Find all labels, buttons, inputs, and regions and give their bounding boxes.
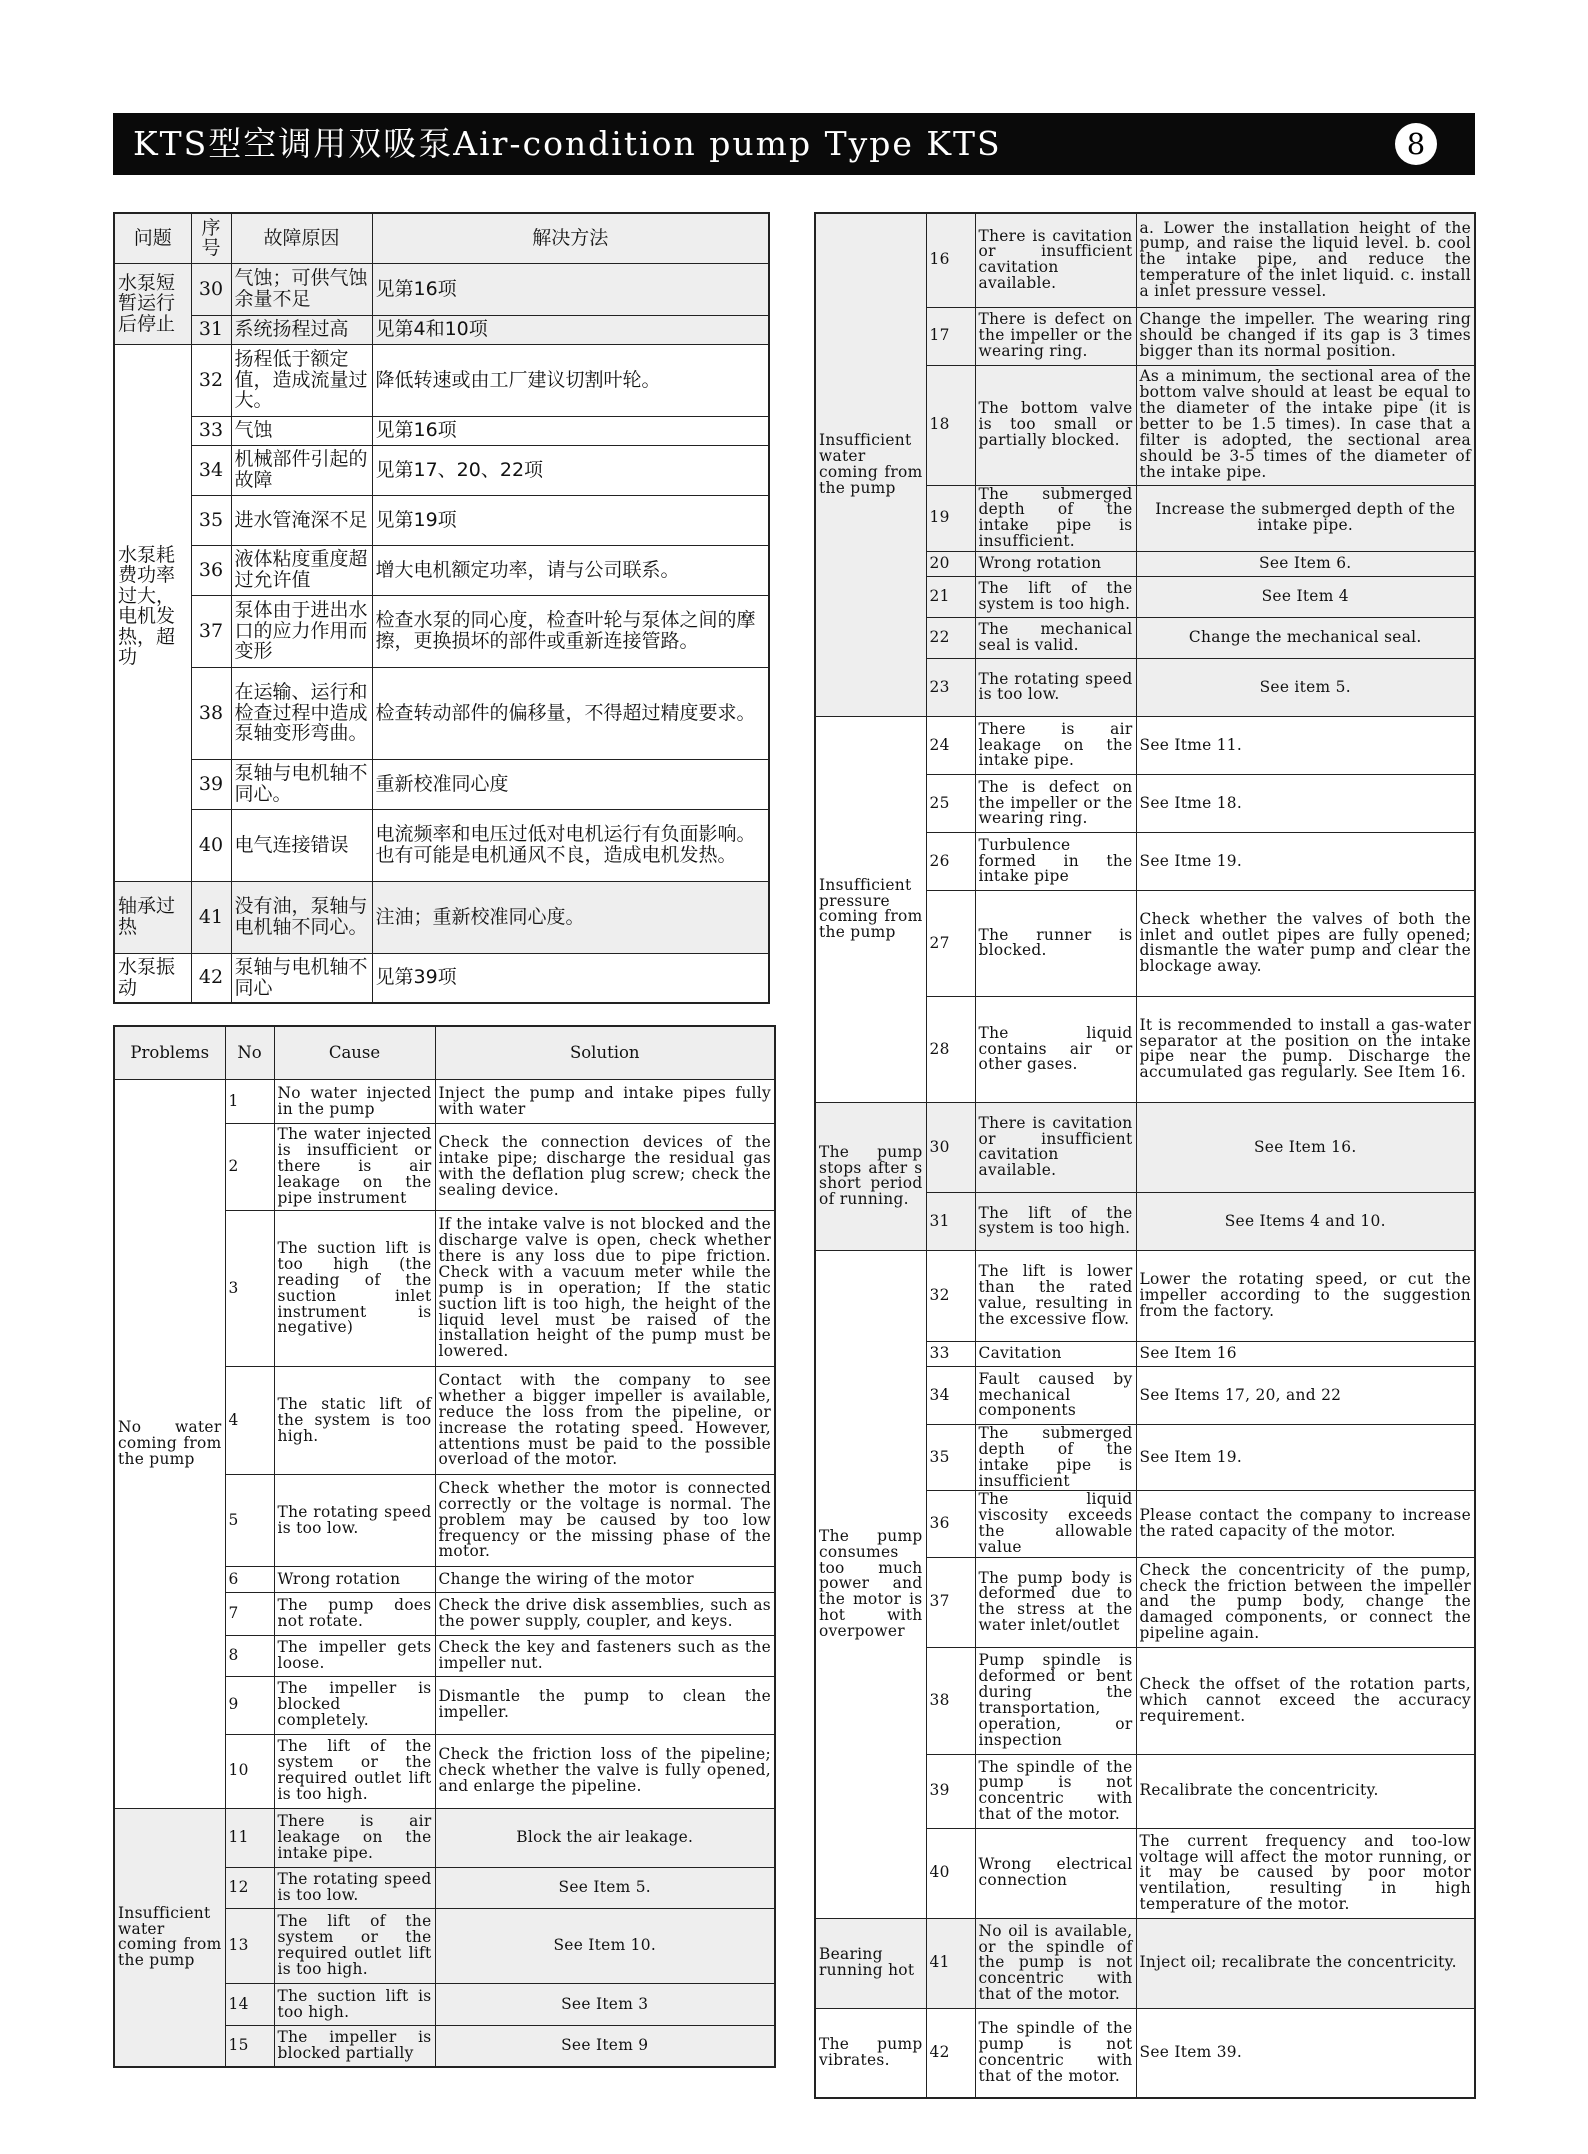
table-row bbox=[114, 759, 769, 809]
row-solution: See Item 9 bbox=[435, 2025, 775, 2067]
col-header-cause: Cause bbox=[274, 1026, 435, 1080]
row-solution: 检查转动部件的偏移量，不得超过精度要求。 bbox=[372, 667, 769, 759]
problem-group: 水泵耗费功率过大，电机发热，超功 bbox=[114, 344, 191, 881]
row-solution: Check the connection devices of the intake pipe; discharge the residual gas with the deflation plug screw; check the sealing device. bbox=[435, 1123, 775, 1210]
row-number: 31 bbox=[926, 1192, 975, 1250]
row-solution: See Item 19. bbox=[1136, 1424, 1475, 1490]
row-cause: 电气连接错误 bbox=[231, 809, 372, 881]
row-number: 38 bbox=[191, 667, 231, 759]
row-number: 20 bbox=[926, 551, 975, 576]
row-solution: See Item 16 bbox=[1136, 1341, 1475, 1366]
row-cause: The water injected is insufficient or there is air leakage on the pipe instrument bbox=[274, 1123, 435, 1210]
row-cause: 扬程低于额定值，造成流量过大。 bbox=[231, 344, 372, 416]
table-header-row bbox=[114, 213, 769, 263]
row-number: 39 bbox=[191, 759, 231, 809]
row-number: 16 bbox=[926, 213, 975, 307]
row-number: 39 bbox=[926, 1754, 975, 1828]
row-solution: 见第19项 bbox=[372, 495, 769, 545]
problem-group: Insufficient pressure coming from the pump bbox=[815, 716, 926, 1102]
row-number: 8 bbox=[225, 1636, 274, 1677]
row-solution: See Itme 11. bbox=[1136, 716, 1475, 774]
problem-group: Insufficient water coming from the pump bbox=[114, 1808, 225, 2067]
row-solution: Inject oil; recalibrate the concentricity. bbox=[1136, 1918, 1475, 2008]
row-solution: See Item 6. bbox=[1136, 551, 1475, 576]
row-number: 38 bbox=[926, 1647, 975, 1754]
row-solution: See Item 16. bbox=[1136, 1102, 1475, 1192]
row-number: 41 bbox=[191, 881, 231, 953]
row-cause: The rotating speed is too low. bbox=[975, 658, 1136, 716]
row-solution: See Items 4 and 10. bbox=[1136, 1192, 1475, 1250]
row-number: 35 bbox=[926, 1424, 975, 1490]
row-cause: The impeller is blocked completely. bbox=[274, 1676, 435, 1734]
row-cause: 气蚀；可供气蚀余量不足 bbox=[231, 263, 372, 315]
row-number: 2 bbox=[225, 1123, 274, 1210]
row-number: 34 bbox=[191, 445, 231, 495]
row-solution: Increase the submerged depth of the intake pipe. bbox=[1136, 485, 1475, 551]
row-number: 30 bbox=[191, 263, 231, 315]
table-row bbox=[114, 953, 769, 1003]
row-cause: The lift of the system is too high. bbox=[975, 576, 1136, 617]
row-number: 32 bbox=[191, 344, 231, 416]
row-solution: Recalibrate the concentricity. bbox=[1136, 1754, 1475, 1828]
table-row bbox=[815, 716, 1475, 774]
row-solution: 见第16项 bbox=[372, 416, 769, 445]
row-cause: The spindle of the pump is not concentric with that of the motor. bbox=[975, 1754, 1136, 1828]
table-row bbox=[815, 213, 1475, 307]
row-solution: See Itme 19. bbox=[1136, 832, 1475, 890]
row-solution: 检查水泵的同心度，检查叶轮与泵体之间的摩擦，更换损坏的部件或重新连接管路。 bbox=[372, 595, 769, 667]
row-solution: Check whether the motor is connected correctly or the voltage is normal. The problem may be caused by too low frequency or the missing phase of the motor. bbox=[435, 1474, 775, 1566]
row-number: 11 bbox=[225, 1808, 274, 1867]
row-cause: The spindle of the pump is not concentric with that of the motor. bbox=[975, 2008, 1136, 2098]
row-solution: See Item 3 bbox=[435, 1984, 775, 2026]
table-row bbox=[815, 2008, 1475, 2098]
col-header-problem: 问题 bbox=[114, 213, 191, 263]
row-number: 24 bbox=[926, 716, 975, 774]
row-number: 37 bbox=[191, 595, 231, 667]
row-cause: The mechanical seal is valid. bbox=[975, 617, 1136, 658]
row-cause: 机械部件引起的故障 bbox=[231, 445, 372, 495]
row-solution: See Items 17, 20, and 22 bbox=[1136, 1366, 1475, 1424]
col-header-cause: 故障原因 bbox=[231, 213, 372, 263]
row-number: 9 bbox=[225, 1676, 274, 1734]
row-cause: The rotating speed is too low. bbox=[274, 1474, 435, 1566]
row-number: 28 bbox=[926, 996, 975, 1102]
row-cause: 液体粘度重度超过允许值 bbox=[231, 545, 372, 595]
row-solution: Check the drive disk assemblies, such as the power supply, coupler, and keys. bbox=[435, 1592, 775, 1636]
row-number: 1 bbox=[225, 1080, 274, 1124]
row-solution: Please contact the company to increase the rated capacity of the motor. bbox=[1136, 1491, 1475, 1557]
row-number: 36 bbox=[191, 545, 231, 595]
table-row bbox=[114, 344, 769, 416]
row-number: 17 bbox=[926, 307, 975, 365]
table-row bbox=[114, 315, 769, 344]
row-cause: There is defect on the impeller or the wearing ring. bbox=[975, 307, 1136, 365]
row-number: 40 bbox=[926, 1828, 975, 1918]
row-solution: Check the key and fasteners such as the impeller nut. bbox=[435, 1636, 775, 1677]
row-cause: No oil is available, or the spindle of the pump is not concentric with that of the motor. bbox=[975, 1918, 1136, 2008]
row-cause: Wrong rotation bbox=[274, 1567, 435, 1592]
row-number: 19 bbox=[926, 485, 975, 551]
row-solution: Change the impeller. The wearing ring should be changed if its gap is 3 times bigger than its normal position. bbox=[1136, 307, 1475, 365]
row-number: 37 bbox=[926, 1557, 975, 1647]
problem-group: 水泵振动 bbox=[114, 953, 191, 1003]
row-number: 12 bbox=[225, 1867, 274, 1909]
row-cause: The lift of the system or the required outlet lift is too high. bbox=[274, 1909, 435, 1984]
row-number: 25 bbox=[926, 774, 975, 832]
row-solution: Dismantle the pump to clean the impeller. bbox=[435, 1676, 775, 1734]
row-number: 42 bbox=[191, 953, 231, 1003]
row-cause: The impeller gets loose. bbox=[274, 1636, 435, 1677]
row-cause: Cavitation bbox=[975, 1341, 1136, 1366]
row-solution: It is recommended to install a gas-water separator at the position on the intake pipe near the pump. Discharge the accumulated gas regularly. See Item 16. bbox=[1136, 996, 1475, 1102]
table-row bbox=[815, 1918, 1475, 2008]
row-cause: The liquid viscosity exceeds the allowable value bbox=[975, 1491, 1136, 1557]
row-cause: 进水管淹深不足 bbox=[231, 495, 372, 545]
row-number: 33 bbox=[926, 1341, 975, 1366]
problem-group: 轴承过热 bbox=[114, 881, 191, 953]
row-cause: The suction lift is too high (the reading of the suction inlet instrument is negative) bbox=[274, 1211, 435, 1367]
table-row bbox=[114, 445, 769, 495]
row-cause: 泵轴与电机轴不同心。 bbox=[231, 759, 372, 809]
table-row bbox=[114, 1808, 775, 1867]
row-solution: See Itme 18. bbox=[1136, 774, 1475, 832]
problem-group: Insufficient water coming from the pump bbox=[815, 213, 926, 716]
row-cause: The pump body is deformed due to the stress at the water inlet/outlet bbox=[975, 1557, 1136, 1647]
row-number: 15 bbox=[225, 2025, 274, 2067]
row-solution: Check the friction loss of the pipeline; check whether the valve is fully opened, and enlarge the pipeline. bbox=[435, 1734, 775, 1808]
row-cause: The rotating speed is too low. bbox=[274, 1867, 435, 1909]
en-troubleshooting-table-left bbox=[113, 1025, 776, 2068]
row-number: 26 bbox=[926, 832, 975, 890]
problem-group: Bearing running hot bbox=[815, 1918, 926, 2008]
row-cause: The submerged depth of the intake pipe is insufficient. bbox=[975, 485, 1136, 551]
table-row bbox=[114, 1080, 775, 1124]
row-number: 35 bbox=[191, 495, 231, 545]
table-row bbox=[114, 263, 769, 315]
row-cause: 泵轴与电机轴不同心 bbox=[231, 953, 372, 1003]
row-solution: a. Lower the installation height of the pump, and raise the liquid level. b. cool the intake pipe, and reduce the temperature of the inlet liquid. c. install a inlet pressure vessel. bbox=[1136, 213, 1475, 307]
row-cause: The pump does not rotate. bbox=[274, 1592, 435, 1636]
row-number: 30 bbox=[926, 1102, 975, 1192]
row-solution: See Item 4 bbox=[1136, 576, 1475, 617]
row-solution: 见第17、20、22项 bbox=[372, 445, 769, 495]
row-cause: Pump spindle is deformed or bent during the transportation, operation, or inspection bbox=[975, 1647, 1136, 1754]
row-cause: The is defect on the impeller or the wearing ring. bbox=[975, 774, 1136, 832]
document-title: KTS型空调用双吸泵Air-condition pump Type KTS bbox=[133, 124, 1002, 163]
row-cause: The liquid contains air or other gases. bbox=[975, 996, 1136, 1102]
problem-group: The pump consumes too much power and the motor is hot with overpower bbox=[815, 1250, 926, 1918]
row-cause: Turbulence formed in the intake pipe bbox=[975, 832, 1136, 890]
row-solution: If the intake valve is not blocked and the discharge valve is open, check whether there is any loss due to pipe friction. Check with a vacuum meter while the pump is in operation; If the static suction lift is too high, the height of the liquid level must be raised of the installation height of the pump must be lowered. bbox=[435, 1211, 775, 1367]
table-header-row bbox=[114, 1026, 775, 1080]
row-solution: Inject the pump and intake pipes fully with water bbox=[435, 1080, 775, 1124]
row-cause: The runner is blocked. bbox=[975, 890, 1136, 996]
row-cause: The lift of the system is too high. bbox=[975, 1192, 1136, 1250]
problem-group: 水泵短暂运行后停止 bbox=[114, 263, 191, 344]
row-solution: 见第4和10项 bbox=[372, 315, 769, 344]
row-cause: The lift of the system or the required outlet lift is too high. bbox=[274, 1734, 435, 1808]
row-number: 10 bbox=[225, 1734, 274, 1808]
row-solution: Block the air leakage. bbox=[435, 1808, 775, 1867]
row-number: 42 bbox=[926, 2008, 975, 2098]
row-number: 18 bbox=[926, 365, 975, 485]
problem-group: No water coming from the pump bbox=[114, 1080, 225, 1808]
table-row bbox=[114, 495, 769, 545]
row-solution: See item 5. bbox=[1136, 658, 1475, 716]
row-cause: 在运输、运行和检查过程中造成泵轴变形弯曲。 bbox=[231, 667, 372, 759]
row-cause: There is cavitation or insufficient cavitation available. bbox=[975, 1102, 1136, 1192]
row-solution: 注油；重新校准同心度。 bbox=[372, 881, 769, 953]
row-number: 27 bbox=[926, 890, 975, 996]
row-cause: The submerged depth of the intake pipe is insufficient bbox=[975, 1424, 1136, 1490]
row-solution: Check whether the valves of both the inlet and outlet pipes are fully opened; dismantle the water pump and clear the blockage away. bbox=[1136, 890, 1475, 996]
row-solution: Check the concentricity of the pump, check the friction between the impeller and the pump body, change the damaged components, or connect the pipeline again. bbox=[1136, 1557, 1475, 1647]
row-number: 32 bbox=[926, 1250, 975, 1341]
row-cause: The impeller is blocked partially bbox=[274, 2025, 435, 2067]
row-cause: There is air leakage on the intake pipe. bbox=[274, 1808, 435, 1867]
row-number: 34 bbox=[926, 1366, 975, 1424]
table-row bbox=[114, 595, 769, 667]
row-solution: 降低转速或由工厂建议切割叶轮。 bbox=[372, 344, 769, 416]
row-number: 6 bbox=[225, 1567, 274, 1592]
table-row bbox=[114, 881, 769, 953]
en-troubleshooting-table-right bbox=[814, 212, 1476, 2099]
problem-group: The pump stops after s short period of running. bbox=[815, 1102, 926, 1250]
col-header-solution: 解决方法 bbox=[372, 213, 769, 263]
row-cause: Wrong rotation bbox=[975, 551, 1136, 576]
page-number-badge: 8 bbox=[1395, 123, 1437, 165]
row-solution: See Item 39. bbox=[1136, 2008, 1475, 2098]
row-number: 21 bbox=[926, 576, 975, 617]
row-number: 23 bbox=[926, 658, 975, 716]
col-header-no: No bbox=[225, 1026, 274, 1080]
row-solution: As a minimum, the sectional area of the bottom valve should at least be equal to the diameter of the intake pipe (it is better to be 1.5 times). In case that a filter is adopted, the sectional area should be 3-5 times of the diameter of the intake pipe. bbox=[1136, 365, 1475, 485]
row-solution: 增大电机额定功率，请与公司联系。 bbox=[372, 545, 769, 595]
row-number: 13 bbox=[225, 1909, 274, 1984]
row-number: 4 bbox=[225, 1367, 274, 1475]
row-cause: Fault caused by mechanical components bbox=[975, 1366, 1136, 1424]
row-solution: Change the wiring of the motor bbox=[435, 1567, 775, 1592]
table-row bbox=[114, 809, 769, 881]
row-cause: The suction lift is too high. bbox=[274, 1984, 435, 2026]
row-cause: The bottom valve is too small or partially blocked. bbox=[975, 365, 1136, 485]
row-solution: Lower the rotating speed, or cut the impeller according to the suggestion from the factory. bbox=[1136, 1250, 1475, 1341]
row-number: 33 bbox=[191, 416, 231, 445]
row-cause: There is cavitation or insufficient cavitation available. bbox=[975, 213, 1136, 307]
row-cause: No water injected in the pump bbox=[274, 1080, 435, 1124]
row-solution: See Item 5. bbox=[435, 1867, 775, 1909]
row-number: 3 bbox=[225, 1211, 274, 1367]
row-number: 14 bbox=[225, 1984, 274, 2026]
table-row bbox=[815, 1102, 1475, 1192]
row-solution: 重新校准同心度 bbox=[372, 759, 769, 809]
cn-troubleshooting-table bbox=[113, 212, 770, 1004]
table-row bbox=[114, 545, 769, 595]
col-header-solution: Solution bbox=[435, 1026, 775, 1080]
row-cause: 系统扬程过高 bbox=[231, 315, 372, 344]
row-number: 22 bbox=[926, 617, 975, 658]
row-number: 36 bbox=[926, 1491, 975, 1557]
table-row bbox=[815, 1250, 1475, 1341]
row-solution: Contact with the company to see whether a bigger impeller is available, reduce the loss from the pipeline, or increase the rotating speed. However, attentions must be paid to the possible overload of the motor. bbox=[435, 1367, 775, 1475]
table-row bbox=[114, 667, 769, 759]
row-number: 7 bbox=[225, 1592, 274, 1636]
row-number: 41 bbox=[926, 1918, 975, 2008]
row-cause: Wrong electrical connection bbox=[975, 1828, 1136, 1918]
row-solution: 电流频率和电压过低对电机运行有负面影响。也有可能是电机通风不良，造成电机发热。 bbox=[372, 809, 769, 881]
row-cause: There is air leakage on the intake pipe. bbox=[975, 716, 1136, 774]
row-number: 5 bbox=[225, 1474, 274, 1566]
row-cause: The static lift of the system is too high. bbox=[274, 1367, 435, 1475]
row-solution: See Item 10. bbox=[435, 1909, 775, 1984]
row-solution: 见第39项 bbox=[372, 953, 769, 1003]
row-number: 40 bbox=[191, 809, 231, 881]
row-solution: 见第16项 bbox=[372, 263, 769, 315]
page-header bbox=[113, 113, 1475, 175]
row-number: 31 bbox=[191, 315, 231, 344]
row-cause: 泵体由于进出水口的应力作用而变形 bbox=[231, 595, 372, 667]
row-solution: Check the offset of the rotation parts, which cannot exceed the accuracy requirement. bbox=[1136, 1647, 1475, 1754]
col-header-no: 序号 bbox=[191, 213, 231, 263]
row-cause: The lift is lower than the rated value, resulting in the excessive flow. bbox=[975, 1250, 1136, 1341]
row-cause: 气蚀 bbox=[231, 416, 372, 445]
problem-group: The pump vibrates. bbox=[815, 2008, 926, 2098]
col-header-problems: Problems bbox=[114, 1026, 225, 1080]
row-solution: The current frequency and too-low voltage will affect the motor running, or it may be caused by poor motor ventilation, resulting in high temperature of the motor. bbox=[1136, 1828, 1475, 1918]
row-cause: 没有油，泵轴与电机轴不同心。 bbox=[231, 881, 372, 953]
row-solution: Change the mechanical seal. bbox=[1136, 617, 1475, 658]
table-row bbox=[114, 416, 769, 445]
